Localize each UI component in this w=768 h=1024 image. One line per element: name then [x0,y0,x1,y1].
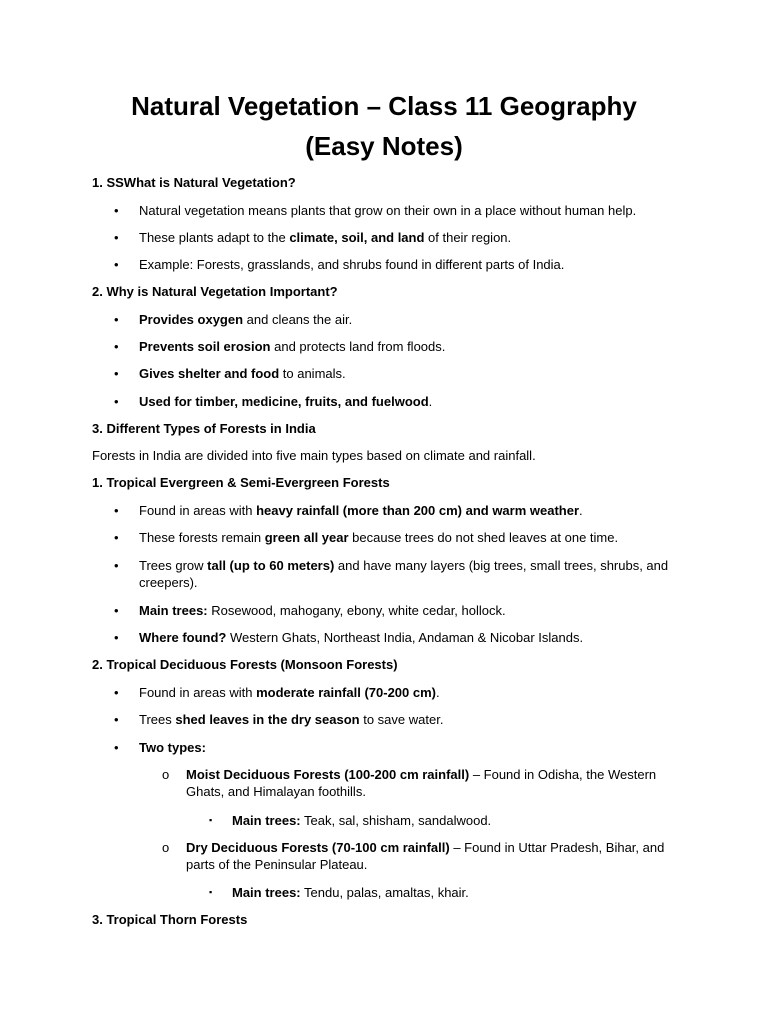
section-heading: 1. SSWhat is Natural Vegetation? [92,175,296,190]
bullet-marker: • [114,257,119,272]
bullet-marker: • [114,530,119,545]
bullet-marker: • [114,685,119,700]
bullet-marker: • [114,339,119,354]
subsection-heading: 2. Tropical Deciduous Forests (Monsoon Forests) [92,657,398,672]
square-marker: ▪ [209,887,213,897]
bullet-text: Trees grow tall (up to 60 meters) and have many layers (big trees, small trees, shrubs, and creepers). [139,558,669,590]
bullet-marker: • [114,394,119,409]
sub-sub-bullet-text: Main trees: Teak, sal, shisham, sandalwood. [232,813,492,828]
page-subtitle: (Easy Notes) [305,131,463,161]
section-heading: 3. Different Types of Forests in India [92,421,316,436]
bullet-marker: • [114,203,119,218]
sub-bullet-text: Dry Deciduous Forests (70-100 cm rainfall) – Found in Uttar Pradesh, Bihar, and parts of the Peninsular Plateau. [186,840,665,872]
subsection-heading: 3. Tropical Thorn Forests [92,912,248,927]
bullet-marker: • [114,230,119,245]
bullet-text: Two types: [139,740,206,755]
bullet-text: Where found? Western Ghats, Northeast India, Andaman & Nicobar Islands. [139,630,584,645]
bullet-marker: • [114,366,119,381]
paragraph: Forests in India are divided into five main types based on climate and rainfall. [92,448,536,463]
bullet-marker: • [114,630,119,645]
section-heading: 2. Why is Natural Vegetation Important? [92,284,338,299]
circle-marker: o [162,767,170,782]
bullet-text: Main trees: Rosewood, mahogany, ebony, white cedar, hollock. [139,603,506,618]
bullet-text: Trees shed leaves in the dry season to save water. [139,712,444,727]
bullet-text: Found in areas with heavy rainfall (more than 200 cm) and warm weather. [139,503,583,518]
sub-sub-bullet-text: Main trees: Tendu, palas, amaltas, khair. [232,885,469,900]
bullet-text: Example: Forests, grasslands, and shrubs found in different parts of India. [139,257,565,272]
bullet-marker: • [114,558,119,573]
page-title: Natural Vegetation – Class 11 Geography [131,91,637,121]
bullet-text: Prevents soil erosion and protects land from floods. [139,339,446,354]
subsection-heading: 1. Tropical Evergreen & Semi-Evergreen Forests [92,475,390,490]
bullet-text: Gives shelter and food to animals. [139,366,346,381]
bullet-text: These plants adapt to the climate, soil, and land of their region. [139,230,512,245]
bullet-marker: • [114,312,119,327]
circle-marker: o [162,840,170,855]
bullet-marker: • [114,740,119,755]
sub-bullet-text: Moist Deciduous Forests (100-200 cm rainfall) – Found in Odisha, the Western Ghats, and Himalayan foothills. [186,767,657,799]
bullet-marker: • [114,712,119,727]
bullet-text: Used for timber, medicine, fruits, and fuelwood. [139,394,433,409]
bullet-text: Found in areas with moderate rainfall (70-200 cm). [139,685,440,700]
bullet-marker: • [114,603,119,618]
bullet-text: Natural vegetation means plants that grow on their own in a place without human help. [139,203,637,218]
bullet-text: Provides oxygen and cleans the air. [139,312,353,327]
bullet-text: These forests remain green all year because trees do not shed leaves at one time. [139,530,619,545]
bullet-marker: • [114,503,119,518]
square-marker: ▪ [209,815,213,825]
